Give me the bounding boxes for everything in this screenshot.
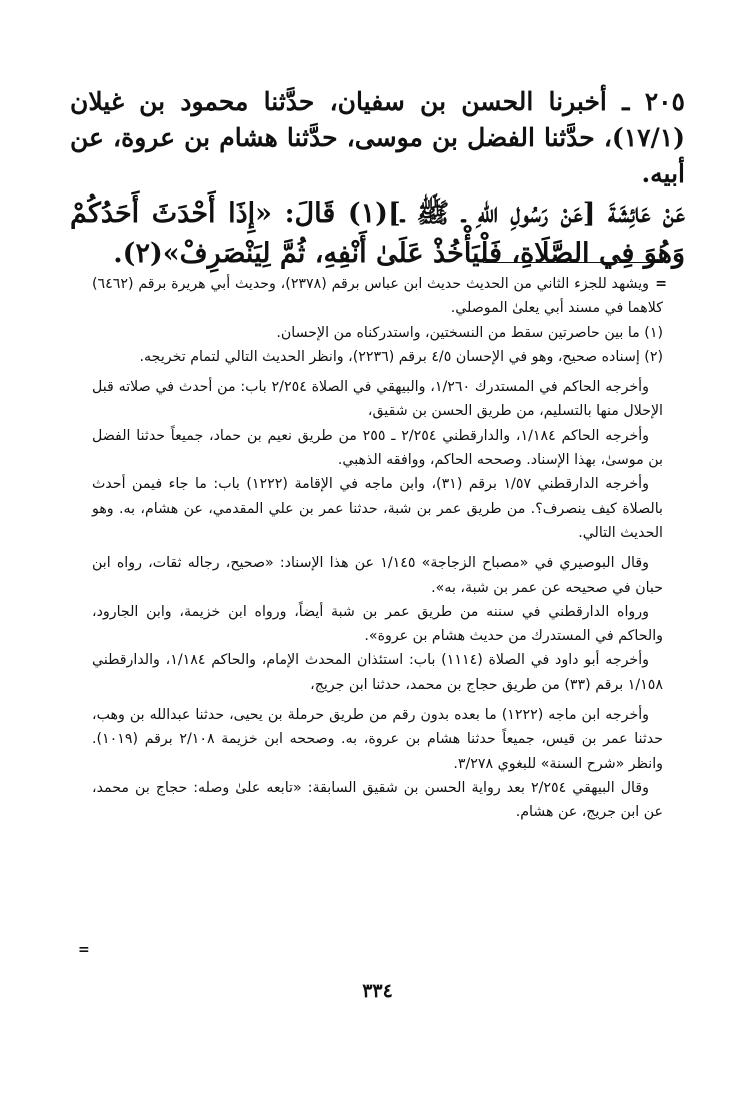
page-number: ٣٣٤ (362, 980, 393, 1002)
footnote-separator (483, 262, 663, 263)
hadith-text: عَنْ عَائِشَةَ [عَنْ رَسُولِ اللهِ ـ ﷺ ـ](١) قَالَ: «إِذَا أَحْدَثَ أَحَدُكُمْ وَهُوَ فِي الصَّلَاةِ، فَلْيَأْخُذْ عَلَىٰ أَنْفِهِ، ثُمَّ لِيَنْصَرِفْ»(٢). (70, 198, 685, 269)
continuation-mark-bottom: = (78, 942, 90, 958)
footnote-paragraph: وأخرجه أبو داود في الصلاة (١١١٤) باب: استئذان المحدث الإمام، والحاكم ١/١٨٤، والدارقطني ١/١٥٨ برقم (٣٣) من طريق حجاج بن محمد، حدثنا ابن جريج، (92, 652, 663, 693)
footnote-paragraph: ورواه الدارقطني في سننه من طريق عمر بن شبة أيضاً، ورواه ابن خزيمة، وابن الجارود، والحاكم في المستدرك من حديث هشام بن عروة». (92, 603, 663, 645)
footnote-paragraph: وأخرجه ابن ماجه (١٢٢٢) ما بعده بدون رقم من طريق حرملة بن يحيى، حدثنا عبدالله بن وهب، حدثنا عمر بن قيس، جميعاً حدثنا هشام بن عروة، به. وصححه ابن خزيمة ٢/١٠٨ برقم (١٠١٩). وانظر «شرح السنة» للبغوي ٣/٢٧٨. (92, 707, 663, 772)
footnote-2: (٢) إسناده صحيح، وهو في الإحسان ٤/٥ برقم (٢٢٣٦)، وانظر الحديث التالي لتمام تخريجه. (139, 348, 663, 365)
hadith-chain: ٢٠٥ ـ أخبرنا الحسن بن سفيان، حدَّثنا محمود بن غيلان (١٧/١)، حدَّثنا الفضل بن موسى، حدَّثنا هشام بن عروة، عن أبيه. (70, 87, 685, 188)
footnote-paragraph: وأخرجه الحاكم ١/١٨٤، والدارقطني ٢/٢٥٤ ـ ٢٥٥ من طريق نعيم بن حماد، جميعاً حدثنا الفضل بن موسىٰ، بهذا الإسناد. وصححه الحاكم، ووافقه الذهبي. (92, 427, 663, 469)
footnote-paragraph: وقال البوصيري في «مصباح الزجاجة» ١/١٤٥ عن هذا الإسناد: «صحيح، رجاله ثقات، رواه ابن حبان في صحيحه عن عمر بن شبة، به». (92, 555, 663, 596)
footnote-paragraph: ويشهد للجزء الثاني من الحديث حديث ابن عباس برقم (٢٣٧٨)، وحديث أبي هريرة برقم (٦٤٦٢) كلاهما في مسند أبي يعلىٰ الموصلي. (92, 276, 663, 317)
continuation-mark-top: = (655, 276, 667, 292)
hadith-section (70, 84, 685, 274)
footnotes (92, 272, 663, 825)
footnote-paragraph: وأخرجه الدارقطني ١/٥٧ برقم (٣١)، وابن ماجه في الإقامة (١٢٢٢) باب: ما جاء فيمن أحدث بالصلاة كيف ينصرف؟. من طريق عمر بن شبة، حدثنا عمر بن علي المقدمي، عن هشام، به. وهو الحديث التالي. (92, 476, 663, 541)
footnote-1: (١) ما بين حاصرتين سقط من النسختين، واستدركناه من الإحسان. (276, 324, 663, 341)
footnote-paragraph: وأخرجه الحاكم في المستدرك ١/٢٦٠، والبيهقي في الصلاة ٢/٢٥٤ باب: من أحدث في صلاته قبل الإحلال منها بالتسليم، من طريق الحسن بن شقيق، (92, 379, 663, 420)
footnote-paragraph: وقال البيهقي ٢/٢٥٤ بعد رواية الحسن بن شقيق السابقة: «تابعه علىٰ وصله: حجاج بن محمد، عن ابن جريج، عن هشام. (92, 779, 663, 821)
